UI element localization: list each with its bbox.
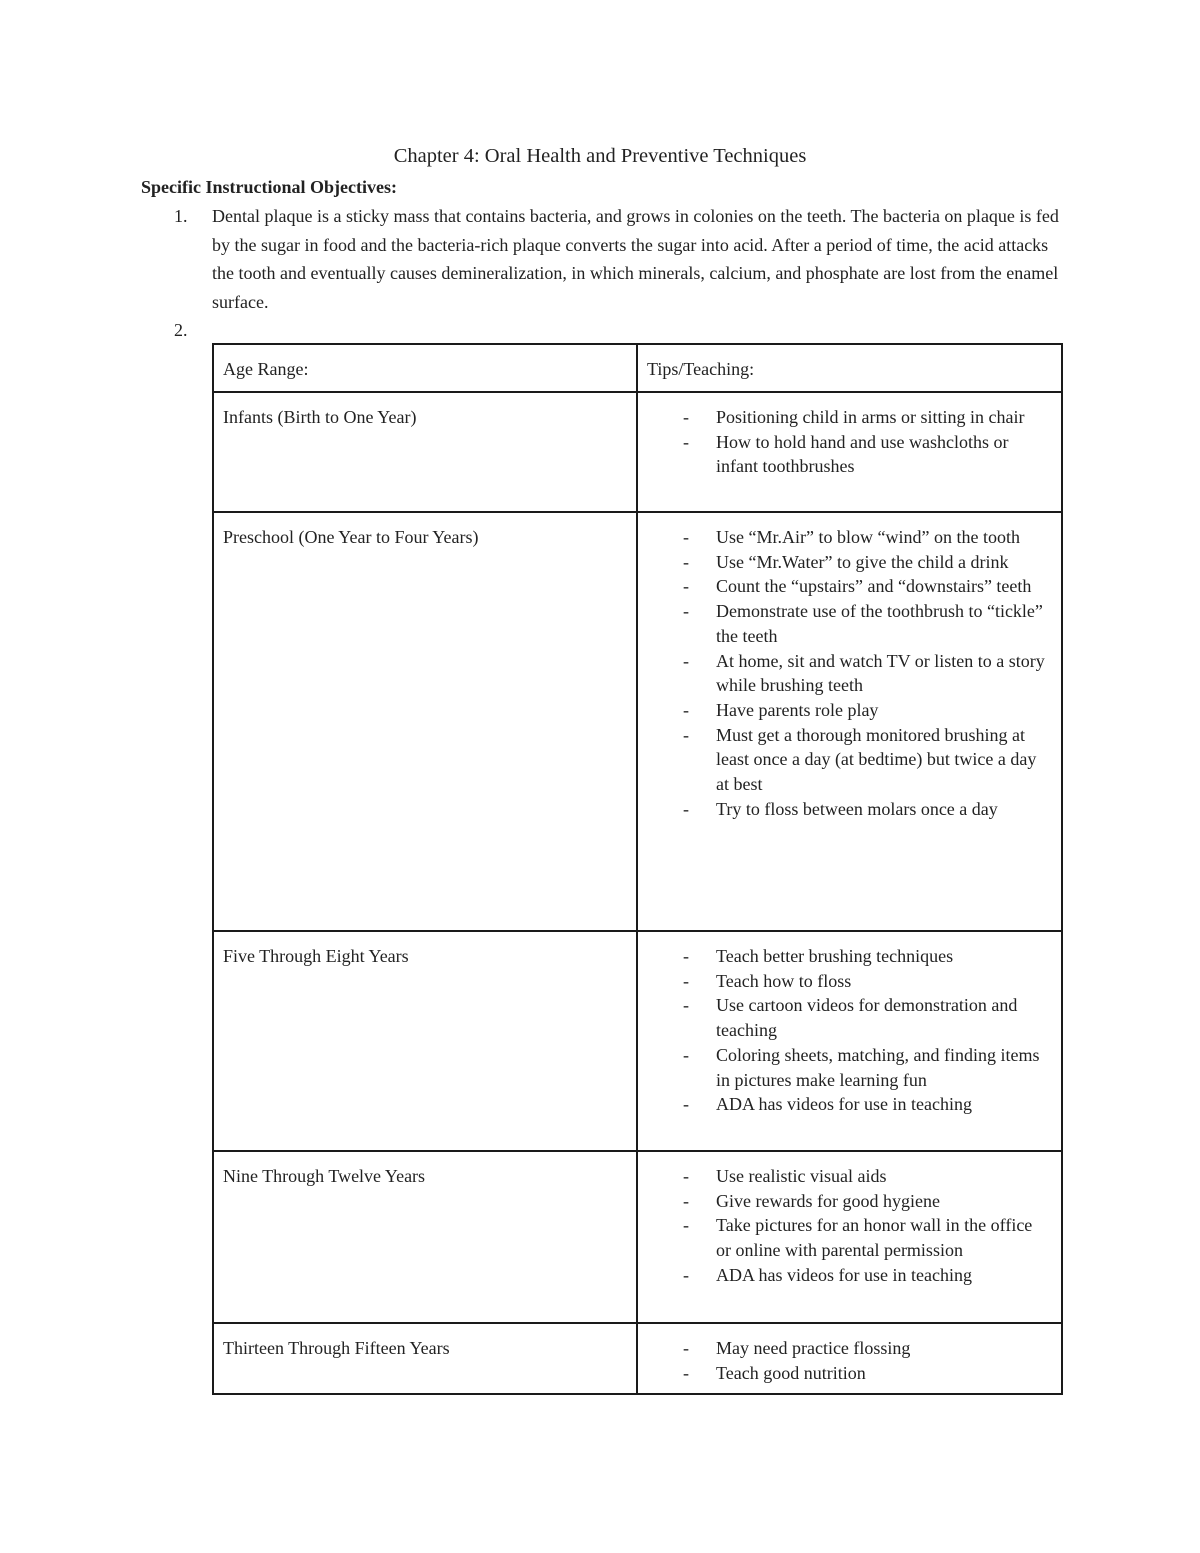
tip-text: Take pictures for an honor wall in the office or online with parental permission	[716, 1215, 1033, 1261]
age-range-label: Infants (Birth to One Year)	[223, 407, 417, 427]
age-range-label: Nine Through Twelve Years	[223, 1166, 426, 1186]
tips-cell	[637, 1323, 1062, 1394]
dash-bullet: -	[683, 1338, 689, 1358]
tip-item	[638, 1043, 1049, 1092]
age-range-cell	[213, 512, 637, 931]
tips-list	[638, 513, 1061, 821]
tips-list	[638, 1324, 1061, 1385]
tip-item	[638, 944, 1049, 969]
age-range-cell	[213, 1151, 637, 1323]
dash-bullet: -	[683, 527, 689, 547]
tip-text: Coloring sheets, matching, and finding items in pictures make learning fun	[716, 1044, 1040, 1090]
dash-bullet: -	[683, 1044, 689, 1065]
tip-item	[638, 969, 1049, 994]
tips-list	[638, 1152, 1061, 1288]
tip-item	[638, 405, 1049, 430]
tip-text: ADA has videos for use in teaching	[716, 1094, 972, 1115]
tip-item	[638, 574, 1049, 599]
tip-item	[638, 599, 1049, 648]
table-header-cell	[213, 344, 637, 392]
dash-bullet: -	[683, 650, 689, 671]
tip-item	[638, 797, 1049, 822]
tip-text: Positioning child in arms or sitting in chair	[716, 407, 1025, 427]
dash-bullet: -	[683, 724, 689, 745]
tip-item	[638, 525, 1049, 550]
section-heading: Specific Instructional Objectives:	[141, 177, 397, 197]
dash-bullet: -	[683, 431, 689, 452]
objective-item	[174, 202, 1064, 316]
tip-text: Teach good nutrition	[716, 1362, 866, 1383]
header-age-range: Age Range:	[223, 359, 309, 379]
tip-item	[638, 1336, 1049, 1361]
tips-cell	[637, 512, 1062, 931]
age-range-cell	[213, 1323, 637, 1394]
tip-text: Use “Mr.Water” to give the child a drink	[716, 551, 1009, 572]
dash-bullet: -	[683, 1264, 689, 1285]
dash-bullet: -	[683, 1190, 689, 1211]
tip-text: Teach how to floss	[716, 970, 852, 991]
age-range-label: Thirteen Through Fifteen Years	[223, 1338, 450, 1358]
tip-text: May need practice flossing	[716, 1338, 911, 1358]
dash-bullet: -	[683, 601, 689, 622]
tips-cell	[637, 931, 1062, 1151]
tip-text: Use realistic visual aids	[716, 1166, 887, 1186]
dash-bullet: -	[683, 551, 689, 572]
tip-item	[638, 698, 1049, 723]
dash-bullet: -	[683, 576, 689, 597]
table-row	[213, 1323, 1062, 1394]
dash-bullet: -	[683, 970, 689, 991]
tips-cell	[637, 392, 1062, 512]
age-range-cell	[213, 931, 637, 1151]
dash-bullet: -	[683, 995, 689, 1016]
tip-text: Teach better brushing techniques	[716, 946, 954, 966]
objective-number: 1.	[174, 206, 188, 226]
tip-text: Count the “upstairs” and “downstairs” teeth	[716, 576, 1032, 597]
table-header-row	[213, 344, 1062, 392]
page-title: Chapter 4: Oral Health and Preventive Techniques	[393, 145, 807, 167]
tip-item	[638, 1189, 1049, 1214]
tip-text: Try to floss between molars once a day	[716, 798, 998, 819]
dash-bullet: -	[683, 699, 689, 720]
tip-text: Demonstrate use of the toothbrush to “tickle” the teeth	[716, 601, 1043, 646]
tip-text: Have parents role play	[716, 699, 879, 720]
dash-bullet: -	[683, 1362, 689, 1383]
dash-bullet: -	[683, 1094, 689, 1115]
tip-item	[638, 1092, 1049, 1117]
tip-text: Use “Mr.Air” to blow “wind” on the tooth	[716, 527, 1020, 547]
age-range-label: Five Through Eight Years	[223, 946, 409, 966]
dash-bullet: -	[683, 407, 689, 427]
table-header-cell	[637, 344, 1062, 392]
header-tips-teaching: Tips/Teaching:	[647, 359, 755, 379]
tip-item	[638, 430, 1049, 479]
age-range-label: Preschool (One Year to Four Years)	[223, 527, 479, 547]
tip-text: Use cartoon videos for demonstration and teaching	[716, 995, 1018, 1041]
tip-text: At home, sit and watch TV or listen to a story while brushing teeth	[716, 650, 1045, 696]
dash-bullet: -	[683, 798, 689, 819]
tips-cell	[637, 1151, 1062, 1323]
dash-bullet: -	[683, 1166, 689, 1186]
age-tips-table	[212, 343, 1063, 1395]
tip-item	[638, 993, 1049, 1042]
tip-item	[638, 649, 1049, 698]
table-row	[213, 512, 1062, 931]
tip-item	[638, 1361, 1049, 1386]
tip-text: Must get a thorough monitored brushing at least once a day (at bedtime) but twice a day at best	[716, 724, 1037, 795]
objective-text: Dental plaque is a sticky mass that contains bacteria, and grows in colonies on the teeth. The bacteria on plaque is fed by the sugar in food and the bacteria-rich plaque converts the sugar into acid. After a period of time, the acid attacks the tooth and eventually causes demineralization, in which minerals, calcium, and phosphate are lost from the enamel surface.	[212, 206, 1059, 312]
dash-bullet: -	[683, 1215, 689, 1236]
table-row	[213, 1151, 1062, 1323]
tip-item	[638, 723, 1049, 797]
table-row	[213, 392, 1062, 512]
tip-item	[638, 1164, 1049, 1189]
tip-item	[638, 1263, 1049, 1288]
tip-item	[638, 1213, 1049, 1262]
dash-bullet: -	[683, 946, 689, 966]
tip-text: How to hold hand and use washcloths or infant toothbrushes	[716, 431, 1009, 477]
table-row	[213, 931, 1062, 1151]
tip-item	[638, 550, 1049, 575]
tips-list	[638, 932, 1061, 1117]
objective-number: 2.	[174, 320, 188, 340]
tips-list	[638, 393, 1061, 479]
tip-text: ADA has videos for use in teaching	[716, 1264, 972, 1285]
age-range-cell	[213, 392, 637, 512]
tip-text: Give rewards for good hygiene	[716, 1190, 940, 1211]
